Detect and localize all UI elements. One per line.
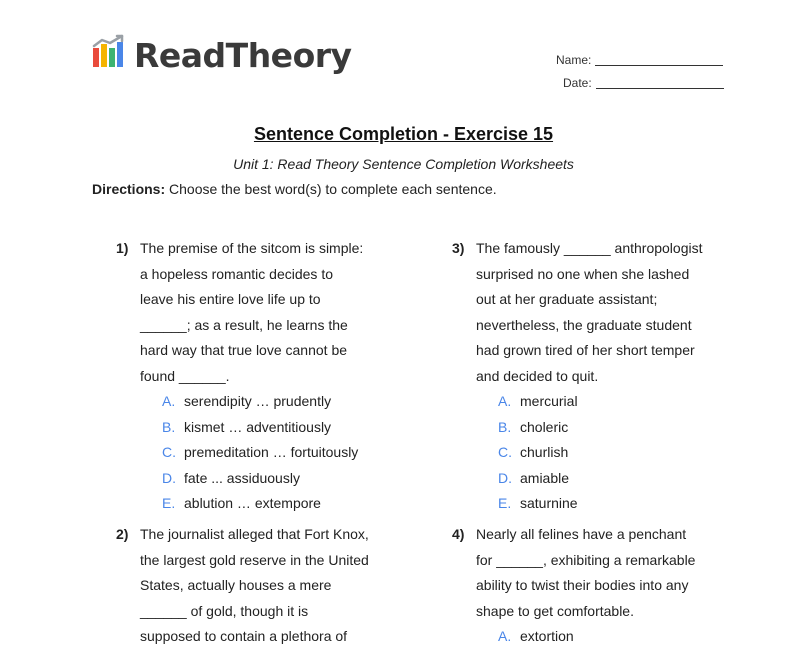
option-letter: A. <box>162 393 176 409</box>
question-number: 1) <box>116 240 129 256</box>
directions-label: Directions: <box>92 181 166 197</box>
option-text: kismet … adventitiously <box>184 418 332 435</box>
option-letter: A. <box>498 628 512 644</box>
question-text-line: had grown tired of her short temper <box>476 342 695 358</box>
option-letter: C. <box>162 444 176 460</box>
answer-option[interactable] <box>498 444 568 460</box>
option-letter: A. <box>498 393 512 409</box>
option-letter: E. <box>498 495 512 511</box>
answer-option[interactable] <box>162 419 331 435</box>
option-letter: B. <box>162 418 176 435</box>
answer-option[interactable] <box>498 393 578 409</box>
page-subtitle: Unit 1: Read Theory Sentence Completion Worksheets <box>233 156 574 172</box>
directions <box>92 181 497 197</box>
question-number: 3) <box>452 240 465 256</box>
question-text-line: a hopeless romantic decides to <box>140 265 333 282</box>
option-text: mercurial <box>520 393 578 409</box>
directions-text: Choose the best word(s) to complete each sentence. <box>165 181 497 197</box>
question-text-line: States, actually houses a mere <box>140 577 332 593</box>
question-text-line: leave his entire love life up to <box>140 291 321 307</box>
option-text: saturnine <box>520 495 578 511</box>
option-text: churlish <box>520 444 569 460</box>
date-field[interactable] <box>563 76 724 90</box>
brand-logo <box>92 34 352 75</box>
option-letter: E. <box>162 495 176 511</box>
question-text-line: The famously ______ anthropologist <box>476 240 703 256</box>
question-text-line: and decided to quit. <box>476 367 599 384</box>
option-text: serendipity … prudently <box>184 393 332 409</box>
option-text: premeditation … fortuitously <box>184 444 359 460</box>
answer-option[interactable] <box>498 419 568 435</box>
option-text: fate ... assiduously <box>184 469 300 486</box>
answer-option[interactable] <box>162 470 300 486</box>
date-line[interactable] <box>596 88 724 89</box>
answer-option[interactable] <box>498 495 578 511</box>
option-letter: D. <box>498 469 512 486</box>
question-text-line: shape to get comfortable. <box>476 602 634 619</box>
question-text-line: ______ of gold, though it is <box>140 602 309 619</box>
question-text-line: out at her graduate assistant; <box>476 291 658 307</box>
name-field[interactable] <box>556 53 723 67</box>
question-text-line: supposed to contain a plethora of <box>140 628 348 644</box>
name-label: Name: <box>556 53 592 67</box>
question-text-line: The journalist alleged that Fort Knox, <box>140 526 369 542</box>
question-number: 4) <box>452 526 465 542</box>
question-text-line: surprised no one when she lashed <box>476 265 690 282</box>
option-text: amiable <box>520 469 570 486</box>
option-text: extortion <box>520 628 574 644</box>
option-letter: B. <box>498 418 512 435</box>
question-text-line: The premise of the sitcom is simple: <box>140 240 364 256</box>
answer-option[interactable] <box>498 628 574 644</box>
question-text-line: hard way that true love cannot be <box>140 342 348 358</box>
brand-name: ReadTheory <box>134 36 352 75</box>
date-label: Date: <box>563 76 592 90</box>
question-number: 2) <box>116 526 129 542</box>
question-text-line: nevertheless, the graduate student <box>476 316 692 333</box>
option-text: choleric <box>520 418 569 435</box>
question-text-line: ______; as a result, he learns the <box>140 316 348 333</box>
page-title: Sentence Completion - Exercise 15 <box>253 124 554 144</box>
answer-option[interactable] <box>162 444 358 460</box>
question-text-line: the largest gold reserve in the United <box>140 551 369 568</box>
question-text-line: Nearly all felines have a penchant <box>476 526 687 542</box>
option-letter: D. <box>162 469 176 486</box>
question-text-line: ability to twist their bodies into any <box>476 577 689 593</box>
option-text: ablution … extempore <box>184 495 321 511</box>
question-text-line: for ______, exhibiting a remarkable <box>476 551 696 568</box>
bar-chart-icon <box>92 34 128 68</box>
answer-option[interactable] <box>498 470 569 486</box>
answer-option[interactable] <box>162 495 321 511</box>
question-text-line: found ______. <box>140 367 230 384</box>
answer-option[interactable] <box>162 393 331 409</box>
name-line[interactable] <box>595 65 723 66</box>
option-letter: C. <box>498 444 512 460</box>
